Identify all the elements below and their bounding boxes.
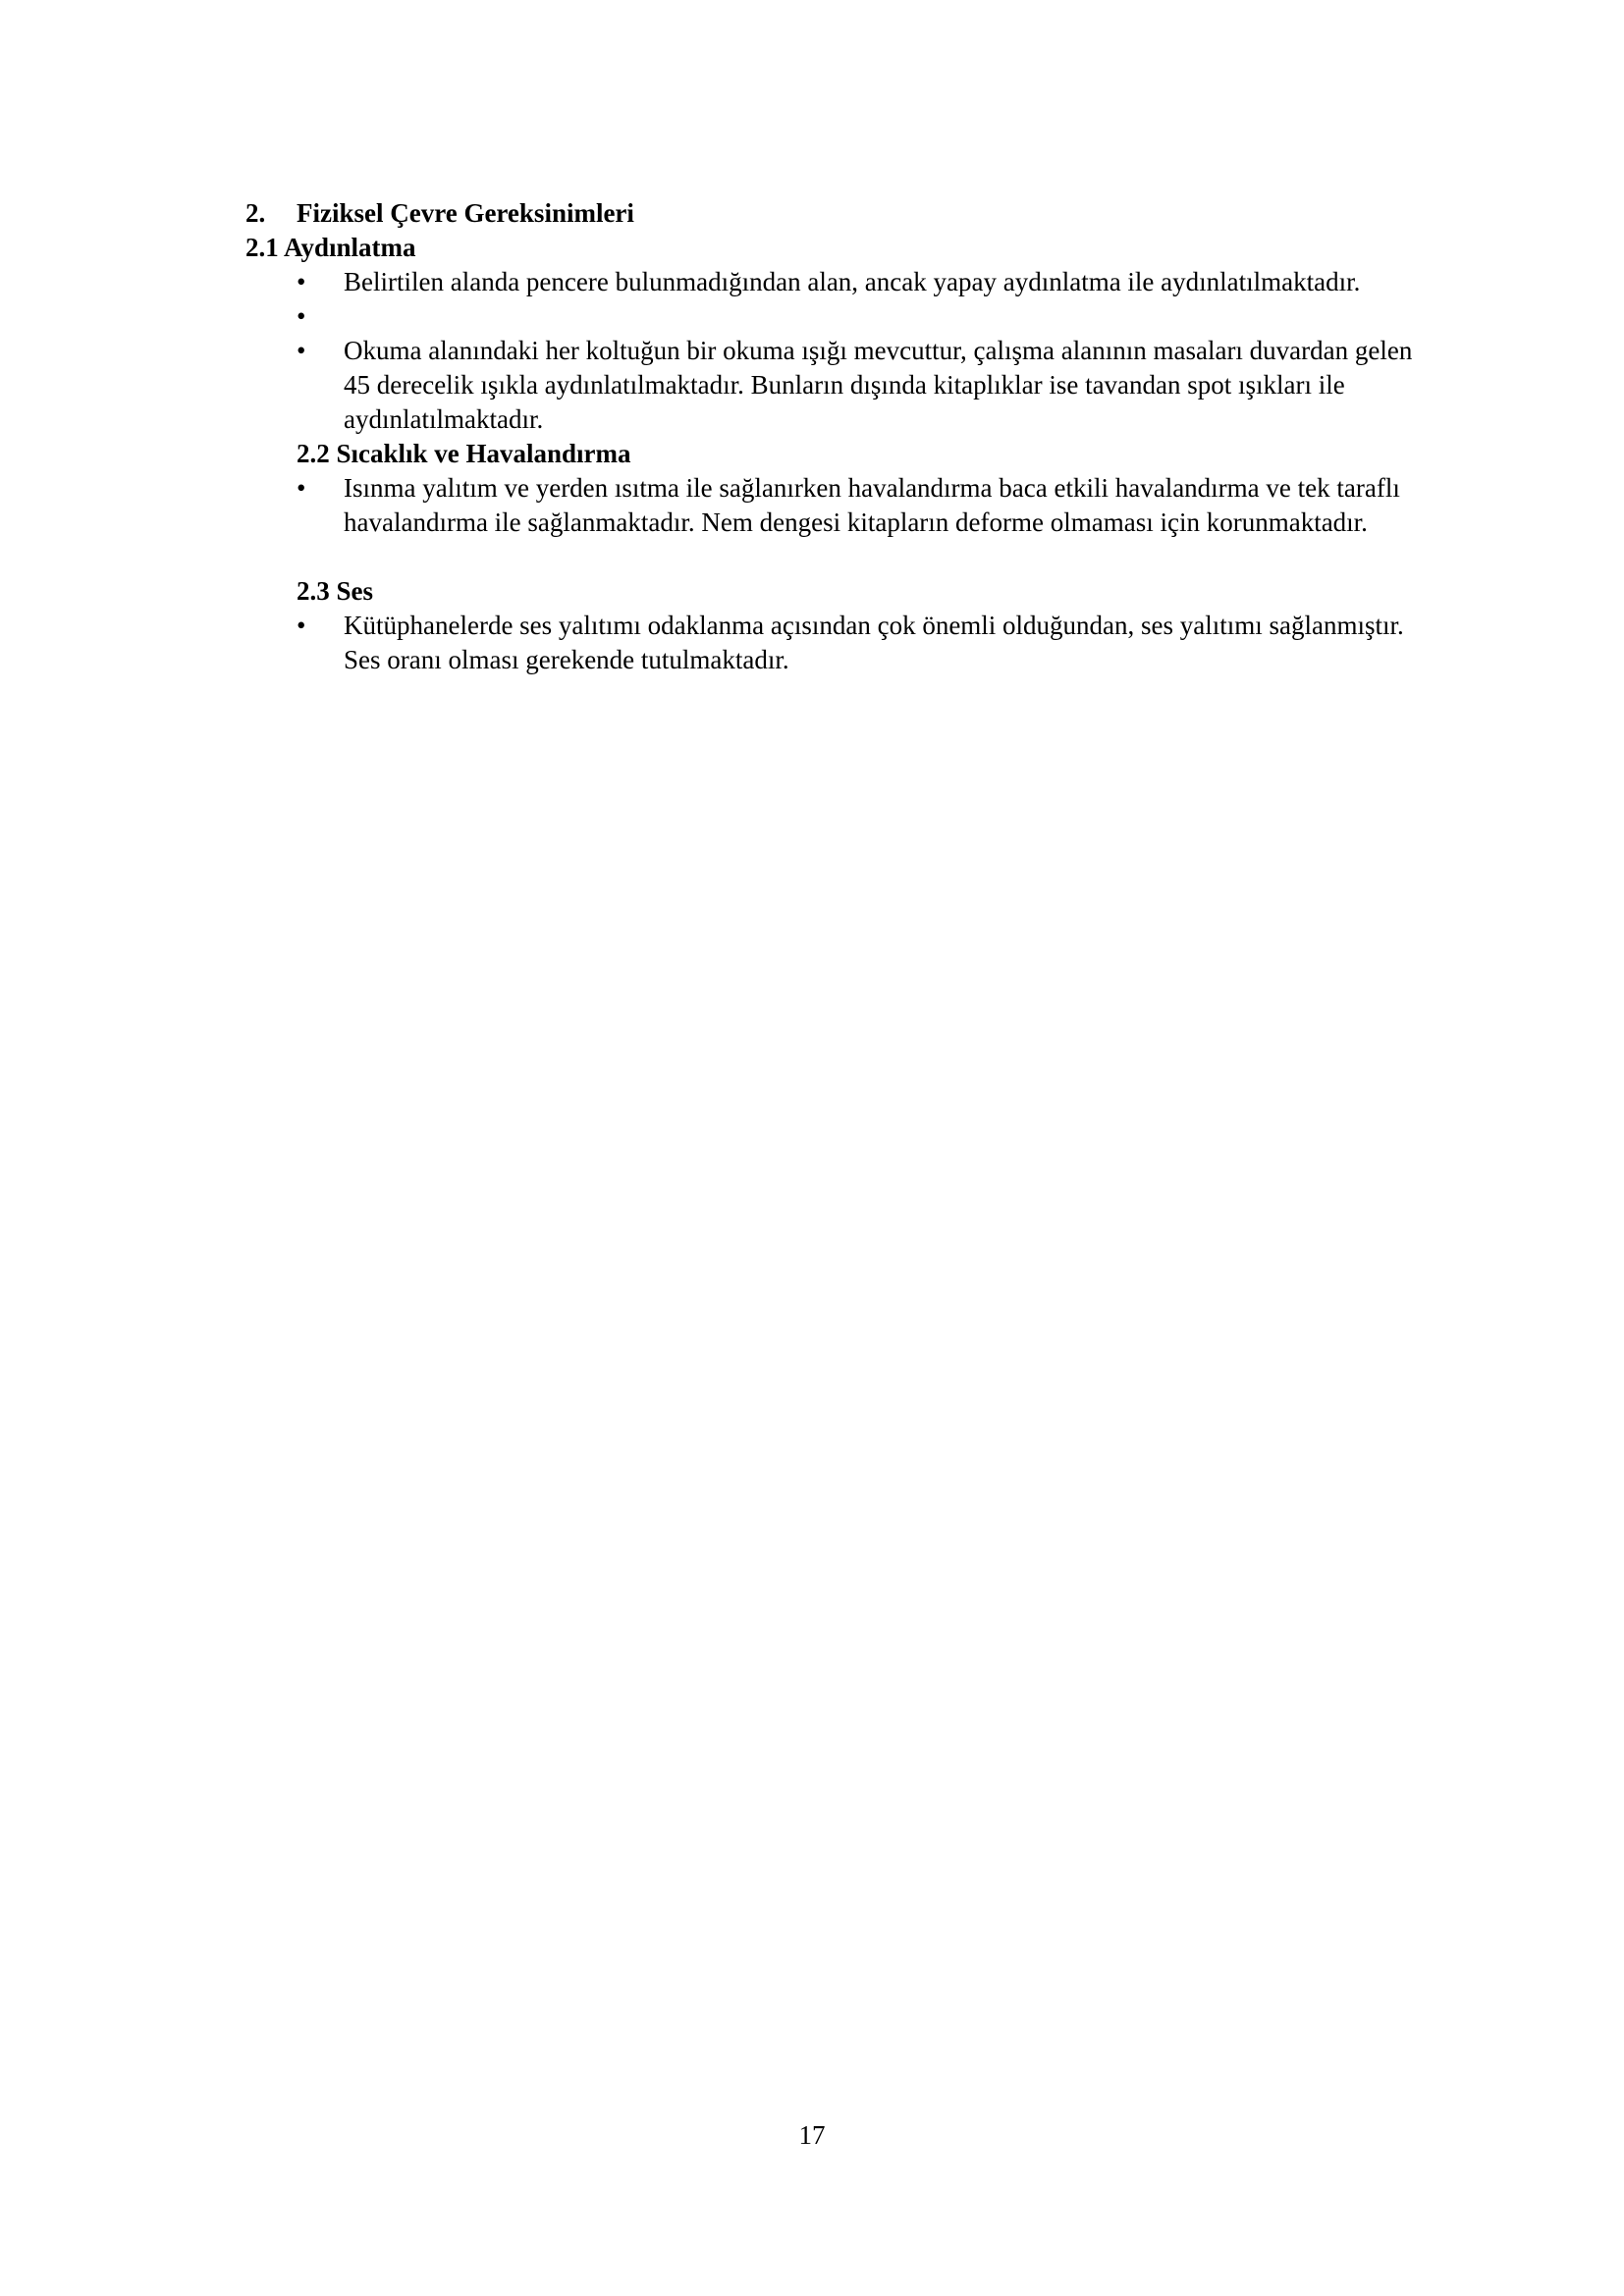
subsection-heading-aydinlatma: 2.1 Aydınlatma [245,233,416,262]
list-item: • Okuma alanındaki her koltuğun bir okuma ışığı mevcuttur, çalışma alanının masaları duvardan gelen 45 derecelik ışıkla aydınlatılmaktadır. Bunların dışında kitaplıklar ise tavandan spot ışıkları ile aydınlatılmaktadır. [245,334,1443,437]
list-item: • Kütüphanelerde ses yalıtımı odaklanma açısından çok önemli olduğundan, ses yalıtımı sağlanmıştır. Ses oranı olması gerekende tutulmaktadır. [245,609,1443,677]
paragraph-spacer [245,540,1443,574]
bullet-list-aydinlatma [245,265,1443,437]
section-heading [245,196,1443,231]
paragraph-spacer [245,299,1443,334]
subsection-heading-ses: 2.3 Ses [297,576,374,606]
page-number: 17 [798,2120,826,2150]
bullet-list-sicaklik [245,471,1443,540]
section-title: Fiziksel Çevre Gereksinimleri [297,198,634,228]
list-item: • Isınma yalıtım ve yerden ısıtma ile sağlanırken havalandırma baca etkili havalandırma ve tek taraflı havalandırma ile sağlanmaktadır. Nem dengesi kitapların deforme olmaması için korunmaktadır. [245,471,1443,540]
document-body [245,196,1443,677]
list-item: • Belirtilen alanda pencere bulunmadığından alan, ancak yapay aydınlatma ile aydınlatılmaktadır. [245,265,1443,299]
bullet-list-ses [245,609,1443,677]
subsection-heading-sicaklik: 2.2 Sıcaklık ve Havalandırma [297,439,631,468]
section-number: 2. [245,198,266,228]
